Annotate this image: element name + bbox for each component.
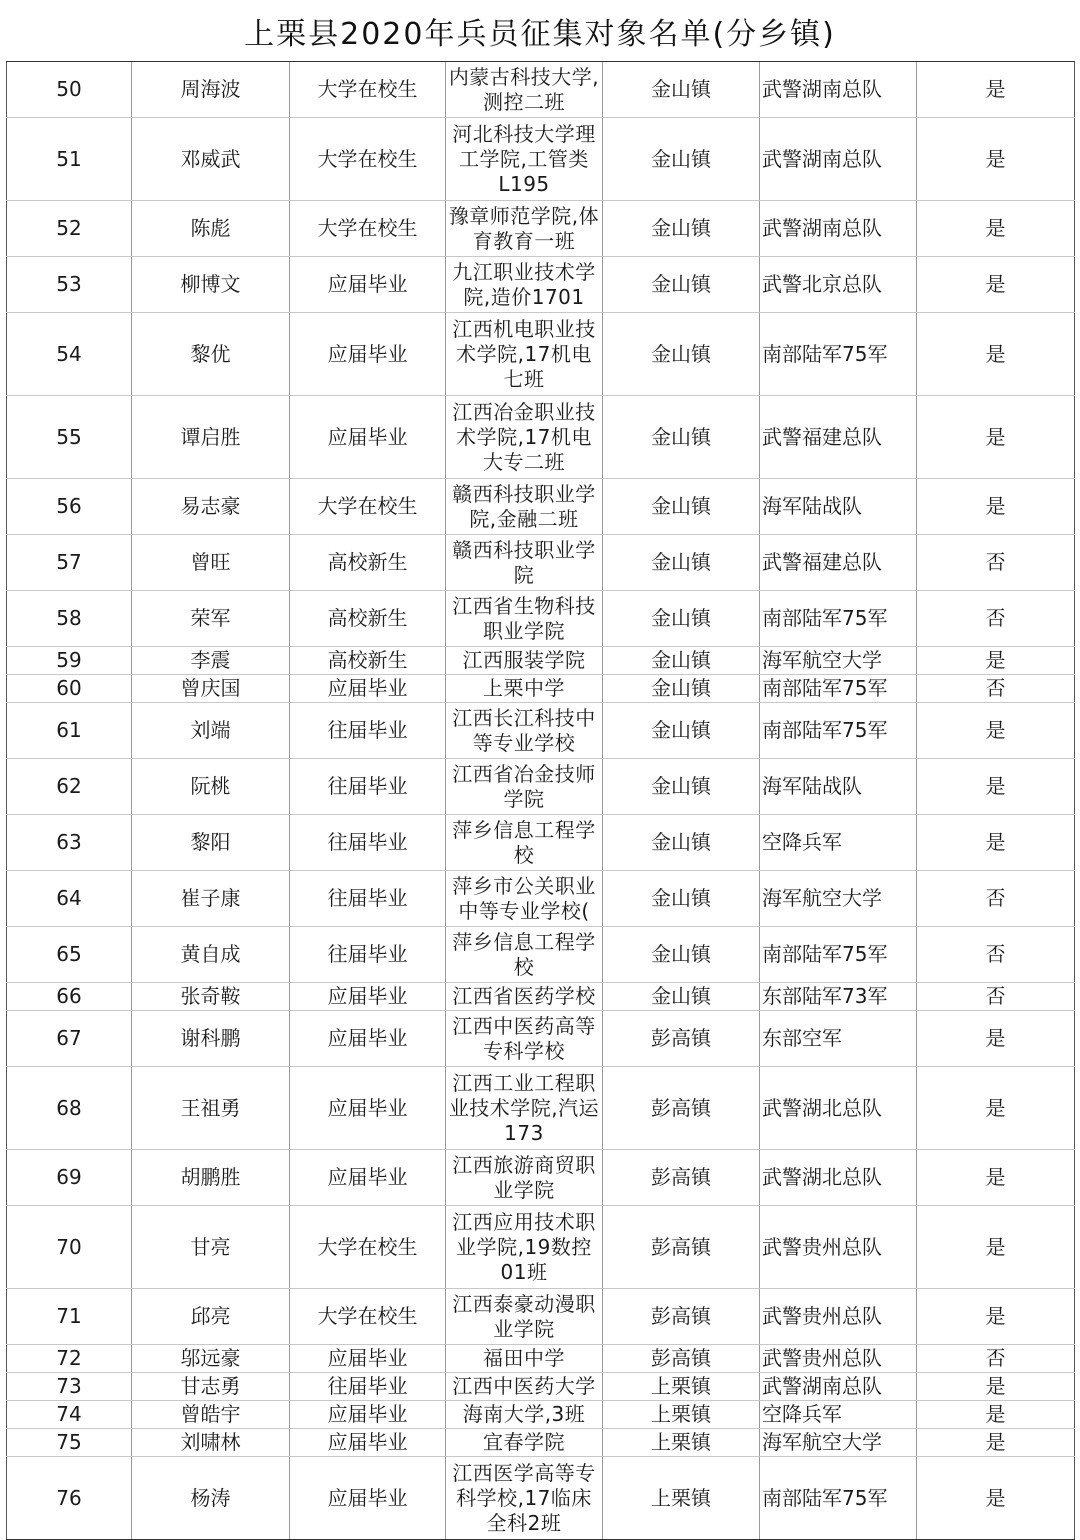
name-cell: 邱亮 <box>132 1289 290 1345</box>
table-row <box>7 396 1075 479</box>
serial-number-cell: 55 <box>7 396 132 479</box>
status-cell: 是 <box>917 62 1075 118</box>
town-cell: 金山镇 <box>603 201 760 257</box>
town-cell: 金山镇 <box>603 396 760 479</box>
table-row <box>7 1401 1075 1429</box>
serial-number-cell: 67 <box>7 1011 132 1067</box>
category-cell: 往届毕业 <box>290 759 446 815</box>
category-cell: 高校新生 <box>290 535 446 591</box>
school-cell: 江西服装学院 <box>446 647 603 675</box>
unit-cell: 空降兵军 <box>760 815 917 871</box>
school-cell: 江西冶金职业技术学院,17机电大专二班 <box>446 396 603 479</box>
name-cell: 黎阳 <box>132 815 290 871</box>
town-cell: 金山镇 <box>603 675 760 703</box>
table-row <box>7 1373 1075 1401</box>
name-cell: 王祖勇 <box>132 1067 290 1150</box>
school-cell: 赣西科技职业学院 <box>446 535 603 591</box>
status-cell: 否 <box>917 927 1075 983</box>
table-row <box>7 1345 1075 1373</box>
school-cell: 江西中医药大学 <box>446 1373 603 1401</box>
school-cell: 江西旅游商贸职业学院 <box>446 1150 603 1206</box>
serial-number-cell: 60 <box>7 675 132 703</box>
unit-cell: 武警湖南总队 <box>760 201 917 257</box>
recruit-table <box>6 61 1075 1540</box>
name-cell: 刘端 <box>132 703 290 759</box>
name-cell: 黎优 <box>132 313 290 396</box>
table-row <box>7 871 1075 927</box>
category-cell: 高校新生 <box>290 591 446 647</box>
category-cell: 应届毕业 <box>290 1457 446 1540</box>
unit-cell: 武警湖南总队 <box>760 118 917 201</box>
unit-cell: 海军陆战队 <box>760 479 917 535</box>
status-cell: 否 <box>917 535 1075 591</box>
category-cell: 应届毕业 <box>290 675 446 703</box>
unit-cell: 东部陆军73军 <box>760 983 917 1011</box>
town-cell: 金山镇 <box>603 591 760 647</box>
town-cell: 金山镇 <box>603 759 760 815</box>
category-cell: 往届毕业 <box>290 871 446 927</box>
unit-cell: 海军陆战队 <box>760 759 917 815</box>
serial-number-cell: 69 <box>7 1150 132 1206</box>
category-cell: 往届毕业 <box>290 815 446 871</box>
table-row <box>7 815 1075 871</box>
table-row <box>7 118 1075 201</box>
serial-number-cell: 68 <box>7 1067 132 1150</box>
status-cell: 是 <box>917 1289 1075 1345</box>
status-cell: 是 <box>917 815 1075 871</box>
serial-number-cell: 65 <box>7 927 132 983</box>
serial-number-cell: 56 <box>7 479 132 535</box>
name-cell: 阮桃 <box>132 759 290 815</box>
serial-number-cell: 76 <box>7 1457 132 1540</box>
unit-cell: 海军航空大学 <box>760 647 917 675</box>
status-cell: 否 <box>917 591 1075 647</box>
category-cell: 大学在校生 <box>290 479 446 535</box>
unit-cell: 武警北京总队 <box>760 257 917 313</box>
town-cell: 金山镇 <box>603 257 760 313</box>
category-cell: 应届毕业 <box>290 1401 446 1429</box>
town-cell: 上栗镇 <box>603 1457 760 1540</box>
unit-cell: 武警福建总队 <box>760 535 917 591</box>
serial-number-cell: 51 <box>7 118 132 201</box>
status-cell: 否 <box>917 871 1075 927</box>
table-row <box>7 675 1075 703</box>
serial-number-cell: 70 <box>7 1206 132 1289</box>
town-cell: 彭高镇 <box>603 1150 760 1206</box>
town-cell: 彭高镇 <box>603 1206 760 1289</box>
serial-number-cell: 57 <box>7 535 132 591</box>
status-cell: 是 <box>917 118 1075 201</box>
school-cell: 江西省生物科技职业学院 <box>446 591 603 647</box>
table-row <box>7 257 1075 313</box>
status-cell: 是 <box>917 759 1075 815</box>
category-cell: 大学在校生 <box>290 1289 446 1345</box>
status-cell: 是 <box>917 479 1075 535</box>
category-cell: 大学在校生 <box>290 1206 446 1289</box>
name-cell: 胡鹏胜 <box>132 1150 290 1206</box>
town-cell: 金山镇 <box>603 62 760 118</box>
name-cell: 杨涛 <box>132 1457 290 1540</box>
serial-number-cell: 50 <box>7 62 132 118</box>
name-cell: 谭启胜 <box>132 396 290 479</box>
table-row <box>7 759 1075 815</box>
table-row <box>7 1206 1075 1289</box>
school-cell: 豫章师范学院,体育教育一班 <box>446 201 603 257</box>
name-cell: 谢科鹏 <box>132 1011 290 1067</box>
serial-number-cell: 58 <box>7 591 132 647</box>
serial-number-cell: 73 <box>7 1373 132 1401</box>
table-row <box>7 591 1075 647</box>
unit-cell: 南部陆军75军 <box>760 675 917 703</box>
serial-number-cell: 61 <box>7 703 132 759</box>
category-cell: 高校新生 <box>290 647 446 675</box>
status-cell: 是 <box>917 1011 1075 1067</box>
name-cell: 陈彪 <box>132 201 290 257</box>
table-row <box>7 479 1075 535</box>
school-cell: 江西泰豪动漫职业学院 <box>446 1289 603 1345</box>
school-cell: 江西医学高等专科学校,17临床全科2班 <box>446 1457 603 1540</box>
category-cell: 应届毕业 <box>290 257 446 313</box>
table-row <box>7 1457 1075 1540</box>
name-cell: 荣军 <box>132 591 290 647</box>
unit-cell: 武警贵州总队 <box>760 1206 917 1289</box>
unit-cell: 武警贵州总队 <box>760 1289 917 1345</box>
status-cell: 是 <box>917 313 1075 396</box>
school-cell: 九江职业技术学院,造价1701 <box>446 257 603 313</box>
status-cell: 是 <box>917 647 1075 675</box>
table-row <box>7 983 1075 1011</box>
unit-cell: 武警湖北总队 <box>760 1067 917 1150</box>
school-cell: 江西省冶金技师学院 <box>446 759 603 815</box>
serial-number-cell: 64 <box>7 871 132 927</box>
school-cell: 福田中学 <box>446 1345 603 1373</box>
unit-cell: 南部陆军75军 <box>760 313 917 396</box>
school-cell: 萍乡市公关职业中等专业学校( <box>446 871 603 927</box>
town-cell: 上栗镇 <box>603 1373 760 1401</box>
school-cell: 江西应用技术职业学院,19数控01班 <box>446 1206 603 1289</box>
serial-number-cell: 71 <box>7 1289 132 1345</box>
table-row <box>7 927 1075 983</box>
status-cell: 是 <box>917 1067 1075 1150</box>
status-cell: 是 <box>917 1457 1075 1540</box>
category-cell: 大学在校生 <box>290 201 446 257</box>
school-cell: 河北科技大学理工学院,工管类L195 <box>446 118 603 201</box>
name-cell: 黄自成 <box>132 927 290 983</box>
category-cell: 往届毕业 <box>290 703 446 759</box>
table-row <box>7 1011 1075 1067</box>
table-row <box>7 62 1075 118</box>
serial-number-cell: 63 <box>7 815 132 871</box>
table-row <box>7 703 1075 759</box>
category-cell: 大学在校生 <box>290 118 446 201</box>
unit-cell: 南部陆军75军 <box>760 1457 917 1540</box>
school-cell: 上栗中学 <box>446 675 603 703</box>
category-cell: 往届毕业 <box>290 927 446 983</box>
school-cell: 内蒙古科技大学,测控二班 <box>446 62 603 118</box>
status-cell: 是 <box>917 257 1075 313</box>
status-cell: 是 <box>917 1206 1075 1289</box>
town-cell: 彭高镇 <box>603 1289 760 1345</box>
name-cell: 崔子康 <box>132 871 290 927</box>
serial-number-cell: 74 <box>7 1401 132 1429</box>
name-cell: 张奇鞍 <box>132 983 290 1011</box>
name-cell: 曾庆国 <box>132 675 290 703</box>
town-cell: 金山镇 <box>603 983 760 1011</box>
town-cell: 金山镇 <box>603 703 760 759</box>
category-cell: 应届毕业 <box>290 1150 446 1206</box>
unit-cell: 海军航空大学 <box>760 1429 917 1457</box>
status-cell: 否 <box>917 983 1075 1011</box>
table-row <box>7 1289 1075 1345</box>
category-cell: 应届毕业 <box>290 1011 446 1067</box>
town-cell: 金山镇 <box>603 118 760 201</box>
name-cell: 李震 <box>132 647 290 675</box>
town-cell: 彭高镇 <box>603 1345 760 1373</box>
unit-cell: 南部陆军75军 <box>760 703 917 759</box>
school-cell: 萍乡信息工程学校 <box>446 815 603 871</box>
name-cell: 邬远豪 <box>132 1345 290 1373</box>
name-cell: 刘啸林 <box>132 1429 290 1457</box>
name-cell: 曾旺 <box>132 535 290 591</box>
category-cell: 应届毕业 <box>290 1429 446 1457</box>
name-cell: 易志豪 <box>132 479 290 535</box>
status-cell: 是 <box>917 1429 1075 1457</box>
category-cell: 应届毕业 <box>290 1345 446 1373</box>
page-title: 上栗县2020年兵员征集对象名单(分乡镇) <box>244 17 836 52</box>
category-cell: 应届毕业 <box>290 983 446 1011</box>
category-cell: 往届毕业 <box>290 1373 446 1401</box>
unit-cell: 武警湖南总队 <box>760 62 917 118</box>
serial-number-cell: 54 <box>7 313 132 396</box>
town-cell: 彭高镇 <box>603 1067 760 1150</box>
town-cell: 金山镇 <box>603 313 760 396</box>
status-cell: 是 <box>917 396 1075 479</box>
unit-cell: 东部空军 <box>760 1011 917 1067</box>
status-cell: 否 <box>917 1345 1075 1373</box>
town-cell: 金山镇 <box>603 815 760 871</box>
table-row <box>7 647 1075 675</box>
status-cell: 是 <box>917 1373 1075 1401</box>
serial-number-cell: 66 <box>7 983 132 1011</box>
status-cell: 是 <box>917 1401 1075 1429</box>
school-cell: 宜春学院 <box>446 1429 603 1457</box>
town-cell: 金山镇 <box>603 479 760 535</box>
town-cell: 金山镇 <box>603 927 760 983</box>
serial-number-cell: 53 <box>7 257 132 313</box>
table-row <box>7 313 1075 396</box>
category-cell: 大学在校生 <box>290 62 446 118</box>
category-cell: 应届毕业 <box>290 313 446 396</box>
status-cell: 是 <box>917 201 1075 257</box>
name-cell: 柳博文 <box>132 257 290 313</box>
table-row <box>7 535 1075 591</box>
unit-cell: 武警福建总队 <box>760 396 917 479</box>
town-cell: 上栗镇 <box>603 1401 760 1429</box>
school-cell: 江西机电职业技术学院,17机电七班 <box>446 313 603 396</box>
name-cell: 曾皓宇 <box>132 1401 290 1429</box>
table-row <box>7 1067 1075 1150</box>
status-cell: 否 <box>917 675 1075 703</box>
name-cell: 甘志勇 <box>132 1373 290 1401</box>
serial-number-cell: 75 <box>7 1429 132 1457</box>
name-cell: 周海波 <box>132 62 290 118</box>
school-cell: 江西中医药高等专科学校 <box>446 1011 603 1067</box>
serial-number-cell: 72 <box>7 1345 132 1373</box>
school-cell: 江西长江科技中等专业学校 <box>446 703 603 759</box>
unit-cell: 南部陆军75军 <box>760 927 917 983</box>
town-cell: 金山镇 <box>603 871 760 927</box>
category-cell: 应届毕业 <box>290 1067 446 1150</box>
town-cell: 金山镇 <box>603 535 760 591</box>
table-row <box>7 1150 1075 1206</box>
school-cell: 海南大学,3班 <box>446 1401 603 1429</box>
status-cell: 是 <box>917 703 1075 759</box>
unit-cell: 南部陆军75军 <box>760 591 917 647</box>
serial-number-cell: 59 <box>7 647 132 675</box>
unit-cell: 武警贵州总队 <box>760 1345 917 1373</box>
name-cell: 邓威武 <box>132 118 290 201</box>
serial-number-cell: 52 <box>7 201 132 257</box>
table-row <box>7 1429 1075 1457</box>
unit-cell: 武警湖南总队 <box>760 1373 917 1401</box>
school-cell: 赣西科技职业学院,金融二班 <box>446 479 603 535</box>
town-cell: 彭高镇 <box>603 1011 760 1067</box>
table-row <box>7 201 1075 257</box>
unit-cell: 空降兵军 <box>760 1401 917 1429</box>
serial-number-cell: 62 <box>7 759 132 815</box>
school-cell: 江西工业工程职业技术学院,汽运173 <box>446 1067 603 1150</box>
unit-cell: 武警湖北总队 <box>760 1150 917 1206</box>
category-cell: 应届毕业 <box>290 396 446 479</box>
status-cell: 是 <box>917 1150 1075 1206</box>
school-cell: 萍乡信息工程学校 <box>446 927 603 983</box>
name-cell: 甘亮 <box>132 1206 290 1289</box>
town-cell: 上栗镇 <box>603 1429 760 1457</box>
school-cell: 江西省医药学校 <box>446 983 603 1011</box>
town-cell: 金山镇 <box>603 647 760 675</box>
unit-cell: 海军航空大学 <box>760 871 917 927</box>
